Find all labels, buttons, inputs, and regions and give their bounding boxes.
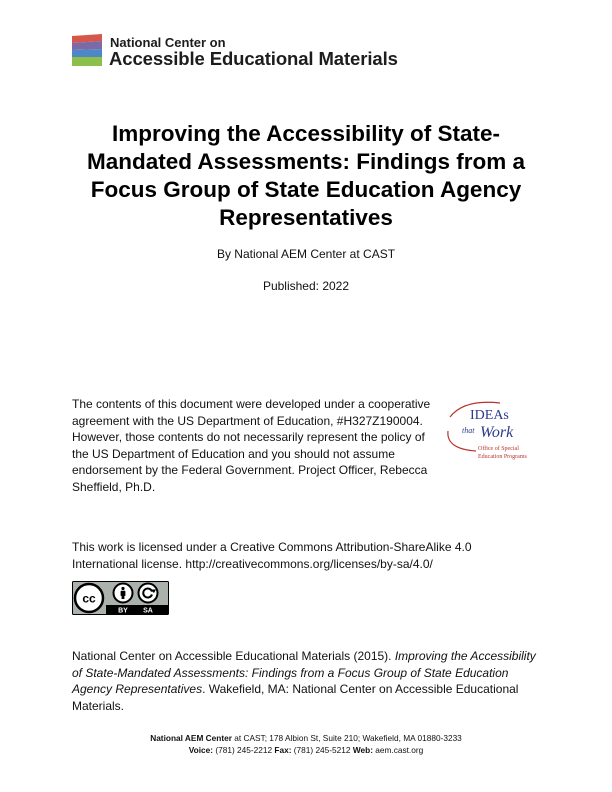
ideas-logo-line1: IDEAs (470, 408, 509, 423)
logo-org-line1: National Center on (110, 35, 226, 50)
ideas-logo-work: Work (480, 424, 514, 441)
license-statement: This work is licensed under a Creative Commons Attribution-ShareAlike 4.0 International license. http://creativecommons.org/licenses/by-sa/4.0/ (72, 540, 472, 571)
footer-web-label: Web: (352, 745, 373, 755)
cc-label: cc (82, 591, 96, 606)
footer-address-line (0, 732, 612, 744)
footer-voice-label: Voice: (188, 745, 214, 755)
footer-fax-label: Fax: (274, 745, 292, 755)
aem-logo (72, 34, 452, 70)
footer-address: at CAST; 178 Albion St, Suite 210; Wakefield, MA 01880-3233 (231, 733, 462, 743)
by-label: BY (118, 607, 128, 615)
ideas-logo-sub2: Education Programs (478, 454, 527, 460)
footer-web[interactable]: aem.cast.org (372, 745, 424, 755)
citation (72, 648, 542, 714)
published-date: Published: 2022 (262, 279, 350, 293)
citation-title: Improving the Accessibility of State-Mandated Assessments: Findings from a Focus Group of State Education Agency Representatives (72, 649, 536, 696)
attribution-icon (114, 584, 133, 603)
document-title: Improving the Accessibility of State-Mandated Assessments: Findings from a Focus Group of State Education Agency Representatives (86, 121, 525, 230)
byline: By National AEM Center at CAST (216, 247, 396, 261)
logo-org-line2: Accessible Educational Materials (109, 48, 398, 69)
logo-stripes-icon (72, 34, 102, 66)
footer-org: National AEM Center (150, 733, 232, 743)
funding-disclaimer: The contents of this document were developed under a cooperative agreement with the US Department of Education, #H327Z190004. However, those contents do not necessarily represent the policy of the US Department of Education and you should not assume endorsement by the Federal Government. Project Officer, Rebecca Sheffield, Ph.D. (72, 397, 431, 494)
sa-label: SA (143, 607, 153, 615)
citation-suffix: . Wakefield, MA: National Center on Accessible Educational Materials. (72, 682, 519, 713)
share-alike-icon (139, 584, 158, 603)
footer-contact (0, 732, 612, 756)
cc-by-sa-badge[interactable] (72, 581, 169, 615)
ideas-logo-that: that (462, 426, 475, 435)
ideas-that-work-logo (440, 397, 544, 465)
creative-commons-icon (75, 584, 103, 612)
footer-fax: (781) 245-5212 (291, 745, 353, 755)
footer-voice: (781) 245-2212 (213, 745, 275, 755)
ideas-logo-sub1: Office of Special (478, 446, 519, 452)
citation-prefix: National Center on Accessible Educational Materials (2015). (72, 649, 395, 663)
footer-contact-line (0, 744, 612, 756)
